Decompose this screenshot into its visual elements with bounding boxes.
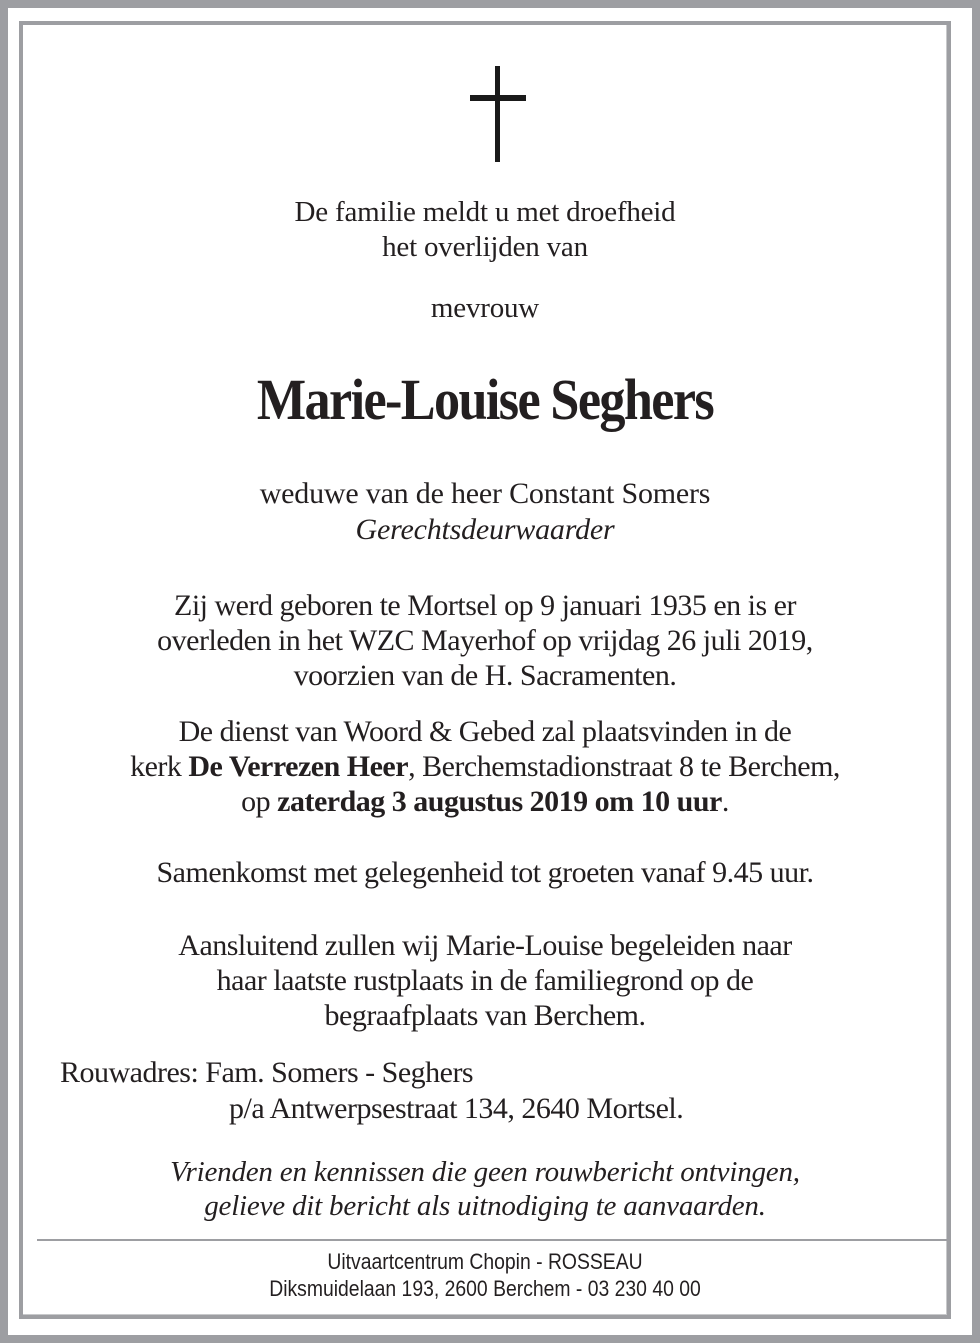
funeral-home-name: Uitvaartcentrum Chopin - ROSSEAU xyxy=(327,1249,643,1274)
funeral-home-contact: Diksmuidelaan 193, 2600 Berchem - 03 230 40 00 xyxy=(269,1276,701,1301)
salutation: mevrouw xyxy=(430,292,540,324)
deceased-name: Marie-Louise Seghers xyxy=(256,367,714,432)
invitation-notice: Vrienden en kennissen die geen rouwbericht ontvingen, gelieve dit bericht als uitnodiging te aanvaarden. xyxy=(170,1156,800,1222)
mourning-address: Rouwadres: Fam. Somers - Seghers p/a Antwerpsestraat 134, 2640 Mortsel. xyxy=(60,1056,684,1125)
profession: Gerechtsdeurwaarder xyxy=(355,513,615,546)
service-details: De dienst van Woord & Gebed zal plaatsvinden in de kerk De Verrezen Heer, Berchemstadionstraat 8 te Berchem, op zaterdag 3 augustus 2019 om 10 uur. xyxy=(130,715,840,818)
gathering-info: Samenkomst met gelegenheid tot groeten vanaf 9.45 uur. xyxy=(156,856,814,889)
church-name: De Verrezen Heer xyxy=(188,750,409,783)
burial-info: Aansluitend zullen wij Marie-Louise begeleiden naar haar laatste rustplaats in de familiegrond op de begraafplaats van Berchem. xyxy=(178,929,792,1032)
birth-death-details: Zij werd geboren te Mortsel op 9 januari 1935 en is er overleden in het WZC Mayerhof op vrijdag 26 juli 2019, voorzien van de H. Sacramenten. xyxy=(157,589,813,692)
obituary-frame xyxy=(19,21,951,1319)
footer-divider xyxy=(37,1239,947,1241)
intro-text: De familie meldt u met droefheid het overlijden van xyxy=(294,196,676,263)
widow-of: weduwe van de heer Constant Somers xyxy=(259,477,711,510)
cross-icon xyxy=(470,66,526,162)
obituary-page xyxy=(8,8,972,1335)
funeral-home-footer xyxy=(78,1248,891,1302)
service-datetime: zaterdag 3 augustus 2019 om 10 uur xyxy=(277,785,722,818)
